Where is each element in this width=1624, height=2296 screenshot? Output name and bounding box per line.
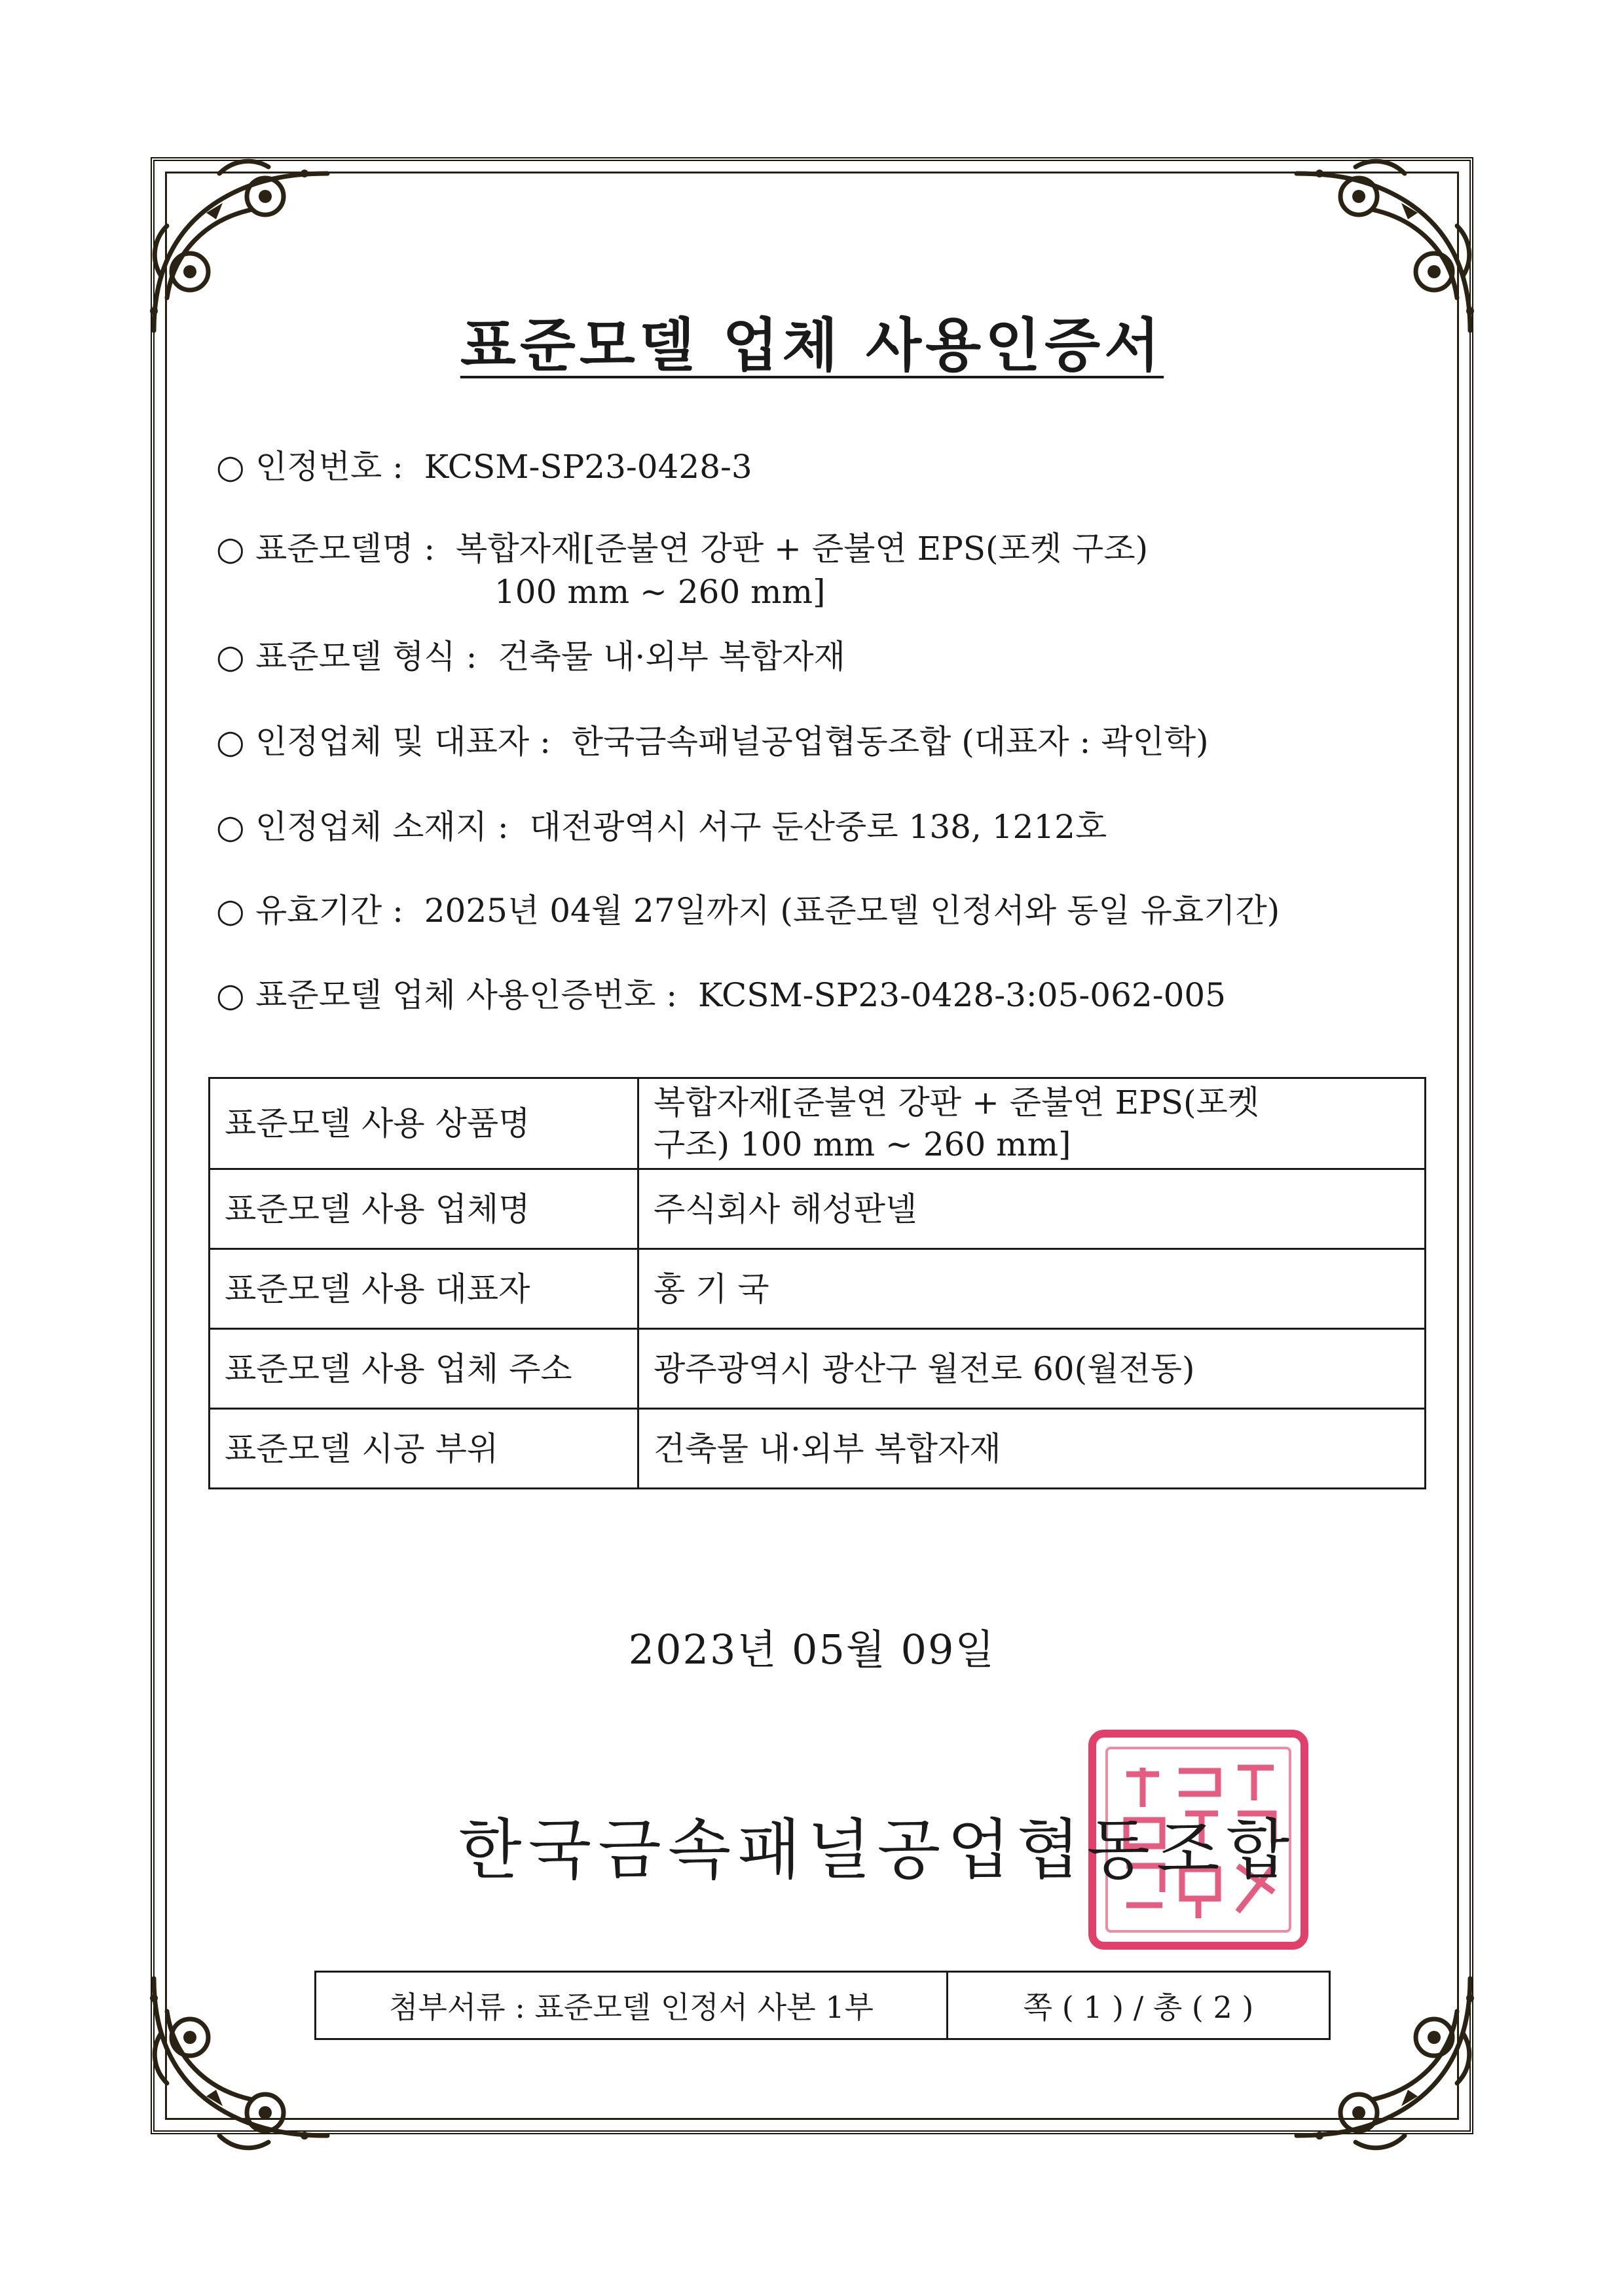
info-address: ○ 인정업체 소재지 : 대전광역시 서구 둔산중로 138, 1212호 (216, 805, 1460, 848)
attachment-note: 첨부서류 : 표준모델 인정서 사본 1부 (316, 1972, 948, 2039)
ornament-corner-bottom-left-icon (141, 1965, 337, 2162)
table-row (210, 1329, 1426, 1409)
circle-bullet-icon: ○ (216, 808, 245, 846)
table-row (210, 1169, 1426, 1249)
issue-date: 2023년 05월 09일 (628, 1626, 996, 1673)
table-header-cell: 표준모델 사용 업체 주소 (210, 1329, 638, 1409)
table-header-cell: 표준모델 사용 대표자 (210, 1249, 638, 1329)
table-value-cell: 주식회사 해성판넬 (638, 1169, 1426, 1249)
page-title: 표준모델 업체 사용인증서 (460, 311, 1164, 379)
table-value-cell: 광주광역시 광산구 월전로 60(월전동) (638, 1329, 1426, 1409)
info-use-cert-number: ○ 표준모델 업체 사용인증번호 : KCSM-SP23-0428-3:05-062-005 (216, 974, 1460, 1017)
footer-table (314, 1971, 1331, 2040)
table-row (210, 1078, 1426, 1169)
table-row (210, 1409, 1426, 1489)
circle-bullet-icon: ○ (216, 723, 245, 761)
table-row (316, 1972, 1330, 2039)
table-header-cell: 표준모델 시공 부위 (210, 1409, 638, 1489)
page-indicator: 쪽 ( 1 ) / 총 ( 2 ) (948, 1972, 1330, 2039)
table-header-cell: 표준모델 사용 상품명 (210, 1078, 638, 1169)
circle-bullet-icon: ○ (216, 530, 245, 568)
table-row (210, 1249, 1426, 1329)
info-validity: ○ 유효기간 : 2025년 04월 27일까지 (표준모델 인정서와 동일 유효기간) (216, 889, 1460, 932)
info-cert-number: ○ 인정번호 : KCSM-SP23-0428-3 (216, 445, 1460, 488)
info-model-name: ○ 표준모델명 : 복합자재[준불연 강판 + 준불연 EPS(포켓 구조) 100 mm ~ 260 mm] (216, 527, 1460, 613)
circle-bullet-icon: ○ (216, 448, 245, 486)
circle-bullet-icon: ○ (216, 892, 245, 930)
detail-table (208, 1077, 1426, 1489)
table-value-cell: 건축물 내·외부 복합자재 (638, 1409, 1426, 1489)
table-value-cell: 복합자재[준불연 강판 + 준불연 EPS(포켓 구조) 100 mm ~ 260 mm] (638, 1078, 1426, 1169)
circle-bullet-icon: ○ (216, 976, 245, 1014)
table-header-cell: 표준모델 사용 업체명 (210, 1169, 638, 1249)
circle-bullet-icon: ○ (216, 638, 245, 676)
table-value-cell: 홍 기 국 (638, 1249, 1426, 1329)
issuer-name: 한국금속패널공업협동조합 (458, 1812, 1297, 1888)
info-model-type: ○ 표준모델 형식 : 건축물 내·외부 복합자재 (216, 635, 1460, 678)
info-company: ○ 인정업체 및 대표자 : 한국금속패널공업협동조합 (대표자 : 곽인학) (216, 720, 1460, 763)
